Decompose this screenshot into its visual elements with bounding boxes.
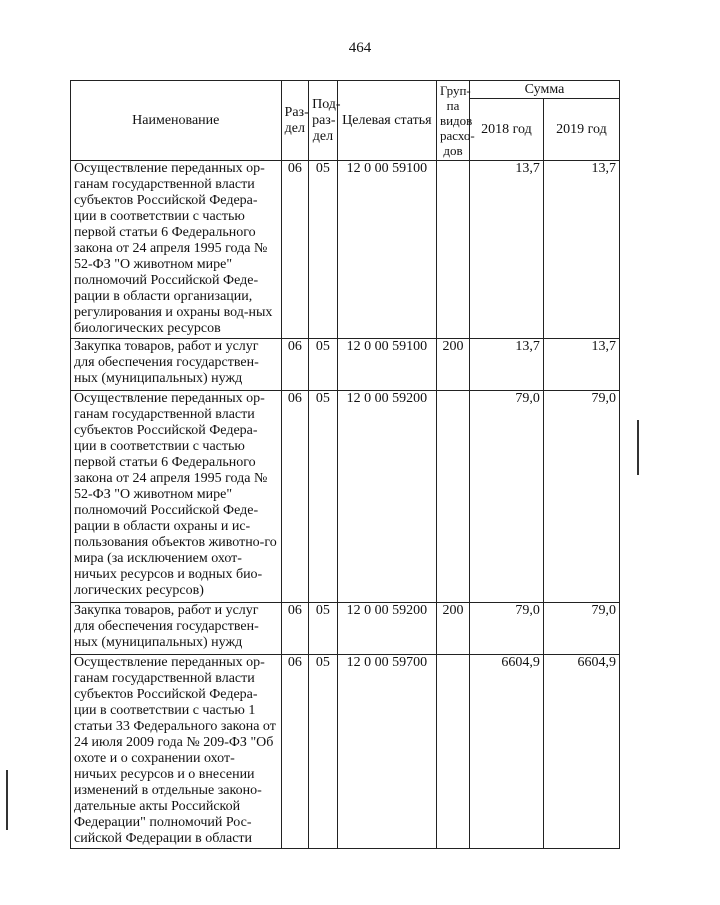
row-article: 12 0 00 59100 [337,161,436,339]
row-article: 12 0 00 59700 [337,655,436,849]
row-name: Осуществление переданных ор-ганам государственной власти субъектов Российской Федера-ции в соответствии с частью 1 статьи 33 Федерального закона от 24 июля 2009 года № 209-ФЗ "Об охоте и о сохранении охот-ничьих ресурсов и о внесении изменений в отдельные законо-дательные акты Российской Федерации" полномочий Рос-сийской Федерации в области [71,655,282,849]
scan-edge-mark-left [6,770,8,830]
row-sum-2019: 13,7 [543,339,619,391]
row-sum-2019: 6604,9 [543,655,619,849]
table-body [71,161,620,849]
row-sum-2019: 79,0 [543,603,619,655]
header-name: Наименование [71,81,282,161]
header-target-article: Целевая статья [337,81,436,161]
row-sum-2018: 13,7 [470,161,544,339]
row-subsection: 05 [309,655,338,849]
row-sum-2018: 13,7 [470,339,544,391]
scan-edge-mark-right [637,420,639,475]
row-section: 06 [281,603,309,655]
header-year-2019: 2019 год [543,99,619,161]
budget-table [70,80,620,849]
table-header [71,81,620,161]
header-subsection: Под-раз-дел [309,81,338,161]
row-name: Осуществление переданных ор-ганам государственной власти субъектов Российской Федера-ции в соответствии с частью первой статьи 6 Федерального закона от 24 апреля 1995 года № 52-ФЗ "О животном мире" полномочий Российской Феде-рации в области охраны и ис-пользования объектов животно-го мира (за исключением охот-ничьих ресурсов и водных био-логических ресурсов) [71,391,282,603]
row-name: Закупка товаров, работ и услуг для обеспечения государствен-ных (муниципальных) нужд [71,339,282,391]
row-subsection: 05 [309,391,338,603]
row-subsection: 05 [309,161,338,339]
row-section: 06 [281,391,309,603]
table-row [71,391,620,603]
row-article: 12 0 00 59200 [337,391,436,603]
row-sum-2018: 6604,9 [470,655,544,849]
row-group [436,655,469,849]
row-sum-2019: 13,7 [543,161,619,339]
row-section: 06 [281,655,309,849]
header-sum: Сумма [470,81,620,99]
row-sum-2018: 79,0 [470,603,544,655]
table-row [71,339,620,391]
row-group [436,161,469,339]
row-sum-2019: 79,0 [543,391,619,603]
row-sum-2018: 79,0 [470,391,544,603]
row-subsection: 05 [309,339,338,391]
row-name: Осуществление переданных ор-ганам государственной власти субъектов Российской Федера-ции в соответствии с частью первой статьи 6 Федерального закона от 24 апреля 1995 года № 52-ФЗ "О животном мире" полномочий Российской Феде-рации в области организации, регулирования и охраны вод-ных биологических ресурсов [71,161,282,339]
row-article: 12 0 00 59100 [337,339,436,391]
row-section: 06 [281,161,309,339]
row-article: 12 0 00 59200 [337,603,436,655]
row-section: 06 [281,339,309,391]
header-section: Раз-дел [281,81,309,161]
row-group [436,391,469,603]
row-name: Закупка товаров, работ и услуг для обеспечения государствен-ных (муниципальных) нужд [71,603,282,655]
table-row [71,161,620,339]
table-row [71,655,620,849]
row-subsection: 05 [309,603,338,655]
row-group: 200 [436,603,469,655]
row-group: 200 [436,339,469,391]
header-year-2018: 2018 год [470,99,544,161]
header-expense-group: Груп-па видов расхо-дов [436,81,469,161]
page-number: 464 [348,40,372,56]
table-row [71,603,620,655]
